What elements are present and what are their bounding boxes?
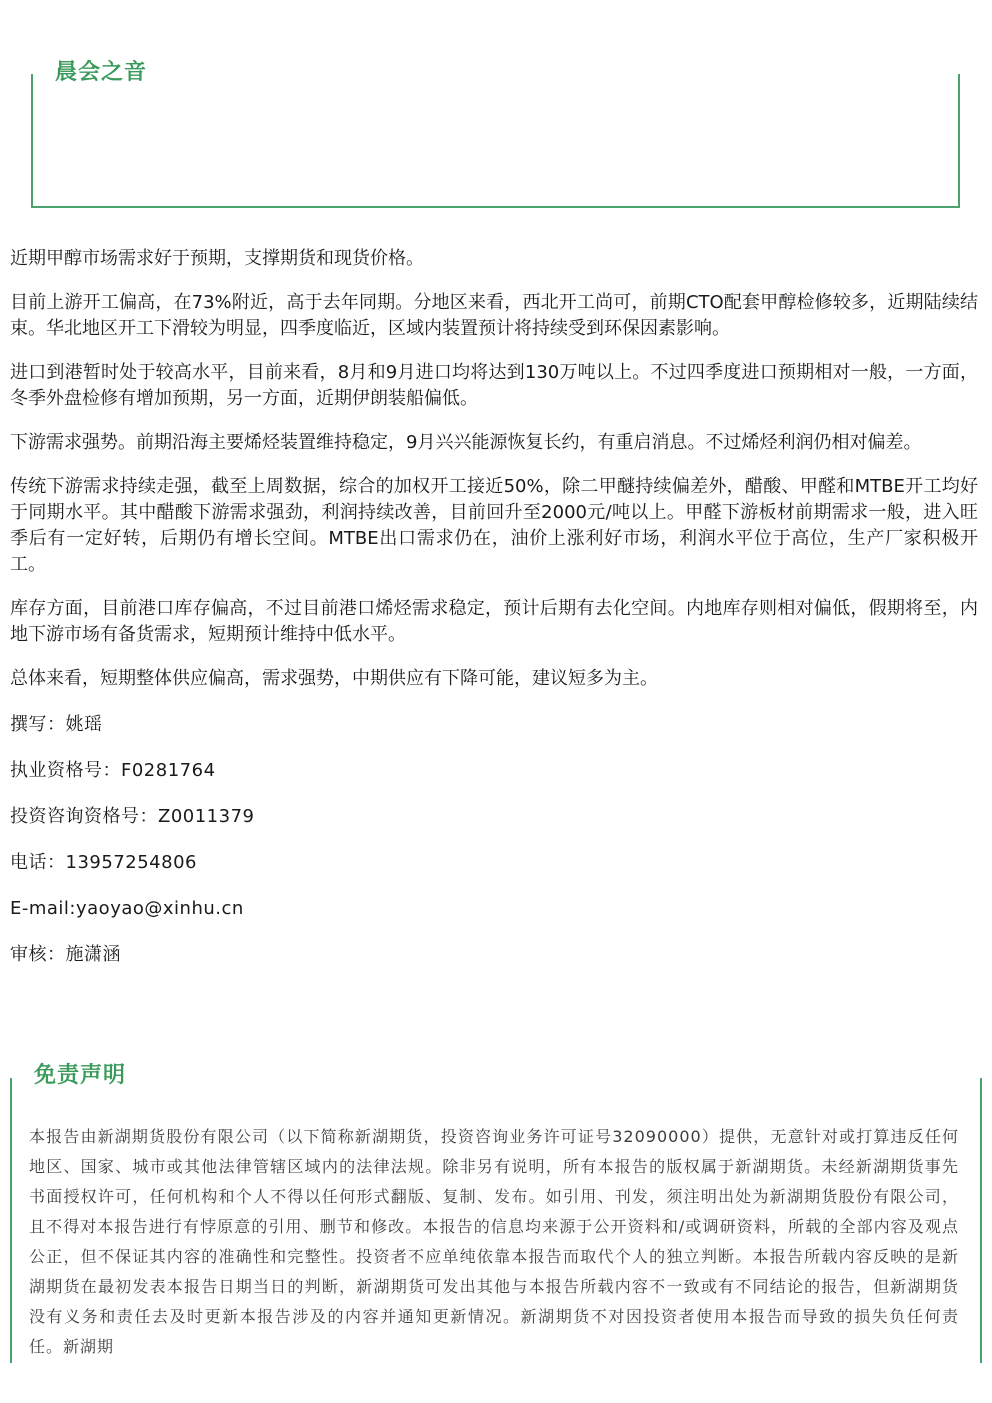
- section-title: 晨会之音: [53, 55, 149, 86]
- header-box: [31, 74, 960, 208]
- disclaimer-title: 免责声明: [32, 1058, 128, 1089]
- email[interactable]: E-mail:yaoyao@xinhu.cn: [10, 898, 244, 919]
- reviewer: 审核：施潇涵: [10, 944, 121, 965]
- paragraph: 总体来看，短期整体供应偏高，需求强势，中期供应有下降可能，建议短多为主。: [10, 668, 658, 689]
- report-body: [10, 246, 978, 986]
- author: 撰写：姚瑶: [10, 714, 103, 735]
- paragraph: 目前上游开工偏高，在73%附近，高于去年同期。分地区来看，西北开工尚可，前期CTO配套甲醇检修较多，近期陆续结束。华北地区开工下滑较为明显，四季度临近，区域内装置预计将持续受到环保因素影响。: [10, 292, 978, 339]
- phone: 电话：13957254806: [10, 852, 197, 873]
- consult-license-number: 投资咨询资格号：Z0011379: [10, 806, 255, 827]
- paragraph: 近期甲醇市场需求好于预期，支撑期货和现货价格。: [10, 248, 424, 269]
- license-number: 执业资格号：F0281764: [10, 760, 216, 781]
- paragraph: 传统下游需求持续走强，截至上周数据，综合的加权开工接近50%，除二甲醚持续偏差外，醋酸、甲醛和MTBE开工均好于同期水平。其中醋酸下游需求强劲，利润持续改善，目前回升至2000元/吨以上。甲醛下游板材前期需求一般，进入旺季后有一定好转，后期仍有增长空间。MTBE出口需求仍在，油价上涨利好市场，利润水平位于高位，生产厂家积极开工。: [10, 476, 978, 575]
- disclaimer-text: 本报告由新湖期货股份有限公司（以下简称新湖期货，投资咨询业务许可证号32090000）提供，无意针对或打算违反任何地区、国家、城市或其他法律管辖区域内的法律法规。除非另有说明，所有本报告的版权属于新湖期货。未经新湖期货事先书面授权许可，任何机构和个人不得以任何形式翻版、复制、发布。如引用、刊发，须注明出处为新湖期货股份有限公司，且不得对本报告进行有悖原意的引用、删节和修改。本报告的信息均来源于公开资料和/或调研资料，所载的全部内容及观点公正，但不保证其内容的准确性和完整性。投资者不应单纯依靠本报告而取代个人的独立判断。本报告所载内容反映的是新湖期货在最初发表本报告日期当日的判断，新湖期货可发出其他与本报告所载内容不一致或有不同结论的报告，但新湖期货没有义务和责任去及时更新本报告涉及的内容并通知更新情况。新湖期货不对因投资者使用本报告而导致的损失负任何责任。新湖期: [29, 1127, 959, 1356]
- paragraph: 进口到港暂时处于较高水平，目前来看，8月和9月进口均将达到130万吨以上。不过四季度进口预期相对一般，一方面，冬季外盘检修有增加预期，另一方面，近期伊朗装船偏低。: [10, 362, 978, 409]
- paragraph: 下游需求强势。前期沿海主要烯烃装置维持稳定，9月兴兴能源恢复长约，有重启消息。不过烯烃利润仍相对偏差。: [10, 432, 922, 453]
- paragraph: 库存方面，目前港口库存偏高，不过目前港口烯烃需求稳定，预计后期有去化空间。内地库存则相对偏低，假期将至，内地下游市场有备货需求，短期预计维持中低水平。: [10, 598, 978, 645]
